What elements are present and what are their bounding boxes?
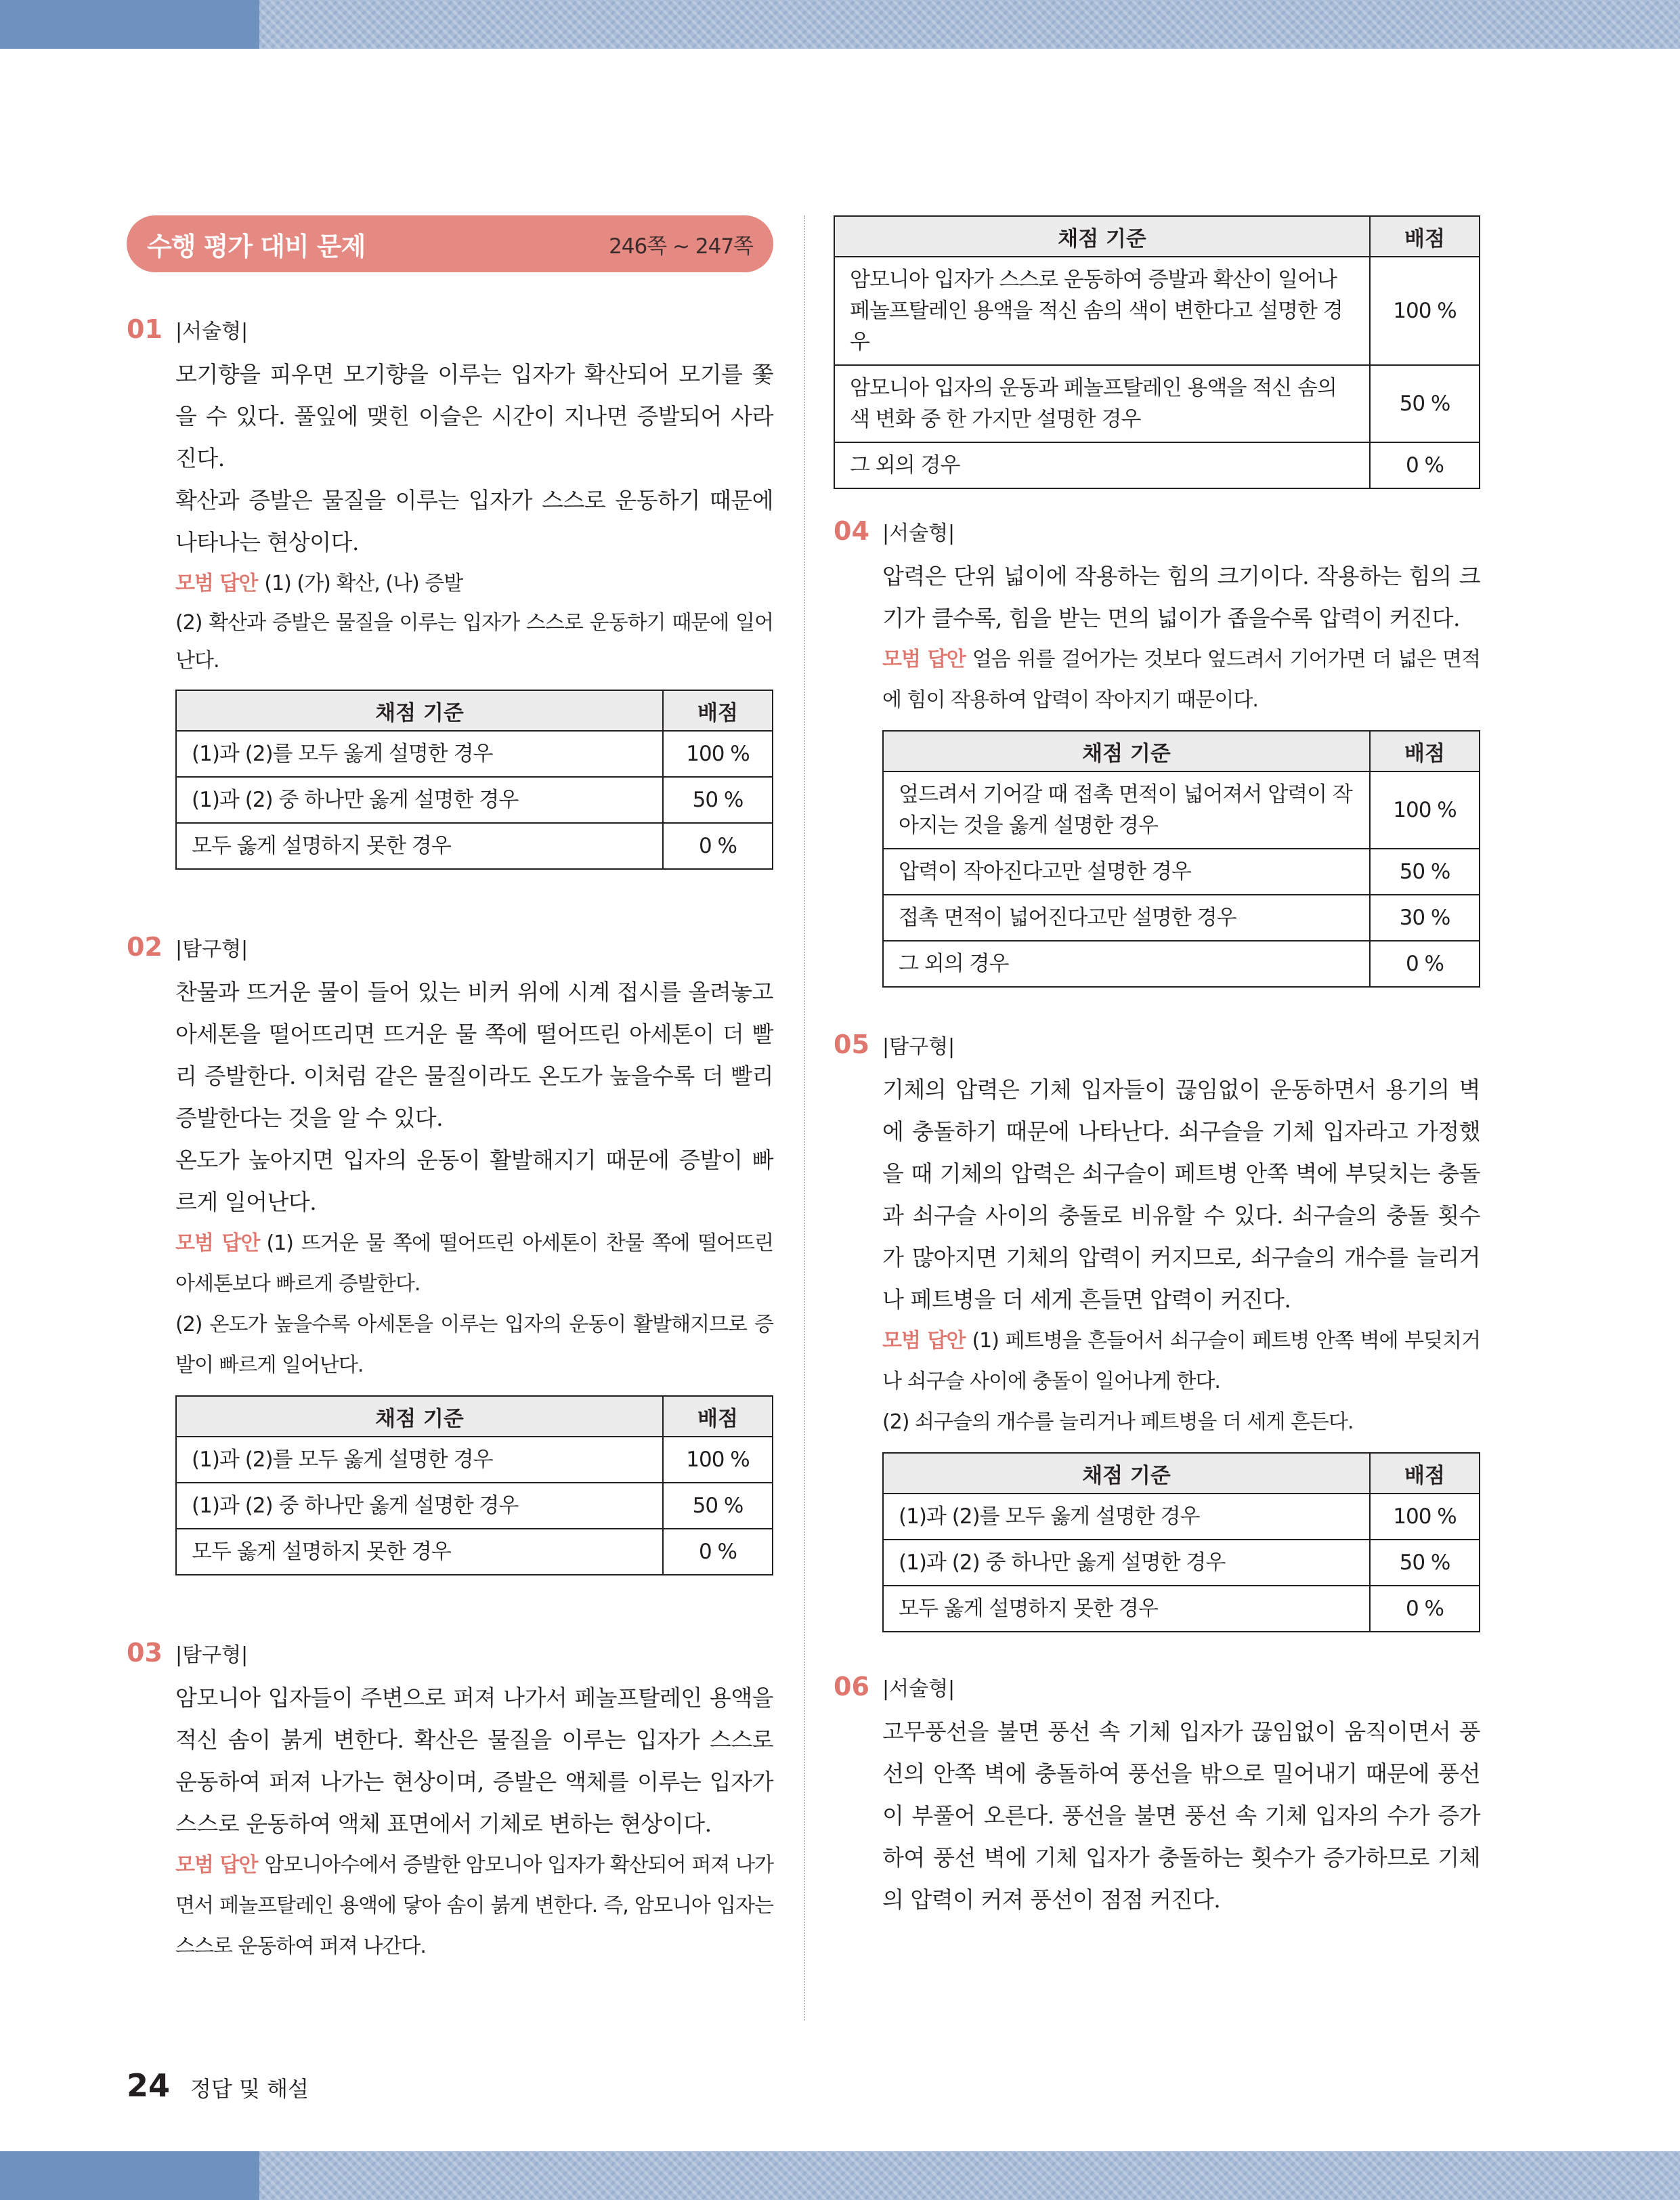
question-05 (834, 1030, 1480, 1632)
table-row (883, 771, 1480, 849)
points-cell: 100 % (663, 1437, 773, 1483)
model-answer-line: (1) (가) 확산, (나) 증발 (264, 572, 463, 595)
criteria-cell: 암모니아 입자의 운동과 페놀프탈레인 용액을 적신 솜의 색 변화 중 한 가지만 설명한 경우 (834, 365, 1370, 442)
explanation-paragraph: 기체의 압력은 기체 입자들이 끊임없이 운동하면서 용기의 벽에 충돌하기 때문에 나타난다. 쇠구슬을 기체 입자라고 가정했을 때 기체의 압력은 쇠구슬이 페트병 안쪽 벽에 부딪치는 충돌과 쇠구슬 사이의 충돌로 비유할 수 있다. 쇠구슬의 충돌 횟수가 많아지면 기체의 압력이 커지므로, 쇠구슬의 개수를 늘리거나 페트병을 더 세게 흔들면 압력이 커진다. (882, 1076, 1480, 1313)
criteria-header: 채점 기준 (883, 731, 1370, 771)
points-header: 배점 (1370, 1453, 1480, 1494)
model-answer (882, 639, 1480, 721)
explanation-paragraph: 확산과 증발은 물질을 이루는 입자가 스스로 운동하기 때문에 나타나는 현상이다. (175, 487, 773, 555)
scoring-table-03 (834, 215, 1480, 489)
section-title: 수행 평가 대비 문제 (147, 231, 366, 261)
table-row (176, 823, 773, 869)
points-cell: 0 % (1370, 941, 1480, 987)
explanation-paragraph: 고무풍선을 불면 풍선 속 기체 입자가 끊임없이 움직이면서 풍선의 안쪽 벽에 충돌하여 풍선을 밖으로 밀어내기 때문에 풍선이 부풀어 오른다. 풍선을 불면 풍선 속 기체 입자의 수가 증가하여 풍선 벽에 기체 입자가 충돌하는 횟수가 증가하므로 기체의 압력이 커져 풍선이 점점 커진다. (882, 1718, 1480, 1913)
points-cell: 50 % (1370, 849, 1480, 895)
table-row (883, 1540, 1480, 1586)
question-head (834, 1672, 1480, 1711)
points-header: 배점 (663, 1396, 773, 1437)
scoring-table (882, 1452, 1480, 1632)
scoring-table (882, 730, 1480, 988)
question-type: |서술형| (882, 1677, 955, 1701)
table-row (883, 849, 1480, 895)
question-type: |탐구형| (882, 1035, 955, 1059)
table-row (176, 1529, 773, 1575)
points-cell: 0 % (1370, 442, 1480, 488)
question-06 (834, 1672, 1480, 1921)
criteria-cell: 엎드려서 기어갈 때 접촉 면적이 넓어져서 압력이 작아지는 것을 옳게 설명한 경우 (883, 771, 1370, 849)
table-row (883, 1586, 1480, 1632)
section-pages: 246쪽 ~ 247쪽 (609, 234, 753, 259)
explanation-paragraph: 온도가 높아지면 입자의 운동이 활발해지기 때문에 증발이 빠르게 일어난다. (175, 1147, 773, 1215)
question-01 (127, 314, 773, 870)
table-row (883, 1494, 1480, 1540)
points-cell: 0 % (1370, 1586, 1480, 1632)
criteria-cell: (1)과 (2)를 모두 옳게 설명한 경우 (176, 1437, 663, 1483)
criteria-cell: 모두 옳게 설명하지 못한 경우 (176, 1529, 663, 1575)
criteria-header: 채점 기준 (176, 1396, 663, 1437)
question-number: 01 (127, 314, 163, 344)
scoring-table (175, 690, 773, 870)
top-band-solid (0, 0, 259, 49)
model-answer-label: 모범 답안 (882, 648, 966, 671)
points-cell: 50 % (663, 1483, 773, 1529)
question-head (834, 1030, 1480, 1069)
criteria-cell: (1)과 (2) 중 하나만 옳게 설명한 경우 (176, 1483, 663, 1529)
criteria-cell: 그 외의 경우 (834, 442, 1370, 488)
model-answer-line: (2) 확산과 증발은 물질을 이루는 입자가 스스로 운동하기 때문에 일어난다. (175, 611, 773, 673)
model-answer-line: 암모니아수에서 증발한 암모니아 입자가 확산되어 퍼져 나가면서 페놀프탈레인 용액에 닿아 솜이 붉게 변한다. 즉, 암모니아 입자는 스스로 운동하여 퍼져 나간다. (175, 1853, 773, 1958)
model-answer (882, 1321, 1480, 1402)
points-cell: 100 % (663, 731, 773, 777)
points-cell: 100 % (1370, 257, 1480, 365)
criteria-header: 채점 기준 (883, 1453, 1370, 1494)
points-cell: 100 % (1370, 1494, 1480, 1540)
model-answer-label: 모범 답안 (175, 1853, 258, 1877)
question-head (127, 932, 773, 971)
table-row (883, 895, 1480, 941)
left-column (127, 215, 773, 1967)
page-footer (127, 2067, 309, 2104)
points-cell: 0 % (663, 1529, 773, 1575)
points-cell: 50 % (1370, 1540, 1480, 1586)
table-row (883, 941, 1480, 987)
points-cell: 50 % (663, 777, 773, 823)
question-type: |탐구형| (175, 1643, 249, 1667)
question-number: 04 (834, 516, 869, 546)
model-answer (175, 564, 773, 604)
criteria-cell: (1)과 (2) 중 하나만 옳게 설명한 경우 (883, 1540, 1370, 1586)
model-answer-line: (2) 쇠구슬의 개수를 늘리거나 페트병을 더 세게 흔든다. (882, 1410, 1354, 1434)
question-head (127, 1638, 773, 1677)
question-number: 06 (834, 1672, 869, 1701)
model-answer-label: 모범 답안 (882, 1329, 966, 1353)
model-answer-line: 얼음 위를 걸어가는 것보다 엎드려서 기어가면 더 넓은 면적에 힘이 작용하여 압력이 작아지기 때문이다. (882, 648, 1480, 712)
table-row (834, 365, 1480, 442)
question-number: 03 (127, 1638, 163, 1668)
model-answer-label: 모범 답안 (175, 572, 258, 595)
table-row (834, 442, 1480, 488)
bottom-band-solid (0, 2151, 259, 2200)
scoring-table (175, 1395, 773, 1575)
bottom-band-pattern (259, 2151, 1680, 2200)
criteria-cell: 암모니아 입자가 스스로 운동하여 증발과 확산이 일어나 페놀프탈레인 용액을 적신 솜의 색이 변한다고 설명한 경우 (834, 257, 1370, 365)
model-answer (175, 1223, 773, 1305)
question-03 (127, 1638, 773, 1967)
table-row (834, 257, 1480, 365)
model-answer-label: 모범 답안 (175, 1231, 260, 1255)
question-number: 05 (834, 1030, 869, 1059)
table-row (176, 731, 773, 777)
criteria-cell: 모두 옳게 설명하지 못한 경우 (176, 823, 663, 869)
points-header: 배점 (663, 690, 773, 731)
question-04 (834, 516, 1480, 988)
question-type: |탐구형| (175, 937, 249, 961)
section-header (127, 215, 773, 272)
model-answer-line: (2) 온도가 높을수록 아세톤을 이루는 입자의 운동이 활발해지므로 증발이 빠르게 일어난다. (175, 1313, 773, 1377)
criteria-header: 채점 기준 (176, 690, 663, 731)
question-head (127, 314, 773, 354)
model-answer-line: (1) 페트병을 흔들어서 쇠구슬이 페트병 안쪽 벽에 부딪치거나 쇠구슬 사이에 충돌이 일어나게 한다. (882, 1329, 1480, 1393)
model-answer-line: (1) 뜨거운 물 쪽에 떨어뜨린 아세톤이 찬물 쪽에 떨어뜨린 아세톤보다 빠르게 증발한다. (175, 1231, 773, 1296)
criteria-cell: 압력이 작아진다고만 설명한 경우 (883, 849, 1370, 895)
criteria-header: 채점 기준 (834, 216, 1370, 257)
question-head (834, 516, 1480, 555)
question-02 (127, 932, 773, 1575)
top-decorative-band (0, 0, 1680, 49)
question-type: |서술형| (882, 522, 955, 545)
points-header: 배점 (1370, 216, 1480, 257)
right-column (834, 215, 1480, 1921)
criteria-cell: 그 외의 경우 (883, 941, 1370, 987)
points-cell: 30 % (1370, 895, 1480, 941)
criteria-cell: (1)과 (2) 중 하나만 옳게 설명한 경우 (176, 777, 663, 823)
points-header: 배점 (1370, 731, 1480, 771)
table-row (176, 777, 773, 823)
explanation-paragraph: 압력은 단위 넓이에 작용하는 힘의 크기이다. 작용하는 힘의 크기가 클수록, 힘을 받는 면의 넓이가 좁을수록 압력이 커진다. (882, 563, 1480, 631)
question-type: |서술형| (175, 320, 249, 343)
table-row (176, 1437, 773, 1483)
explanation-paragraph: 암모니아 입자들이 주변으로 퍼져 나가서 페놀프탈레인 용액을 적신 솜이 붉게 변한다. 확산은 물질을 이루는 입자가 스스로 운동하여 퍼져 나가는 현상이며, 증발은 액체를 이루는 입자가 스스로 운동하여 액체 표면에서 기체로 변하는 현상이다. (175, 1685, 773, 1837)
points-cell: 50 % (1370, 365, 1480, 442)
table-row (176, 1483, 773, 1529)
top-band-pattern (259, 0, 1680, 49)
explanation-paragraph: 찬물과 뜨거운 물이 들어 있는 비커 위에 시계 접시를 올려놓고 아세톤을 떨어뜨리면 뜨거운 물 쪽에 떨어뜨린 아세톤이 더 빨리 증발한다. 이처럼 같은 물질이라도 온도가 높을수록 더 빨리 증발한다는 것을 알 수 있다. (175, 979, 773, 1131)
criteria-cell: 모두 옳게 설명하지 못한 경우 (883, 1586, 1370, 1632)
model-answer (175, 1845, 773, 1967)
points-cell: 100 % (1370, 771, 1480, 849)
page-number: 24 (127, 2067, 171, 2104)
points-cell: 0 % (663, 823, 773, 869)
criteria-cell: 접촉 면적이 넓어진다고만 설명한 경우 (883, 895, 1370, 941)
column-divider (804, 215, 805, 2021)
explanation-paragraph: 모기향을 피우면 모기향을 이루는 입자가 확산되어 모기를 쫓을 수 있다. 풀잎에 맺힌 이슬은 시간이 지나면 증발되어 사라진다. (175, 361, 773, 471)
criteria-cell: (1)과 (2)를 모두 옳게 설명한 경우 (176, 731, 663, 777)
criteria-cell: (1)과 (2)를 모두 옳게 설명한 경우 (883, 1494, 1370, 1540)
footer-label: 정답 및 해설 (190, 2076, 309, 2102)
question-number: 02 (127, 932, 163, 962)
bottom-decorative-band (0, 2151, 1680, 2200)
